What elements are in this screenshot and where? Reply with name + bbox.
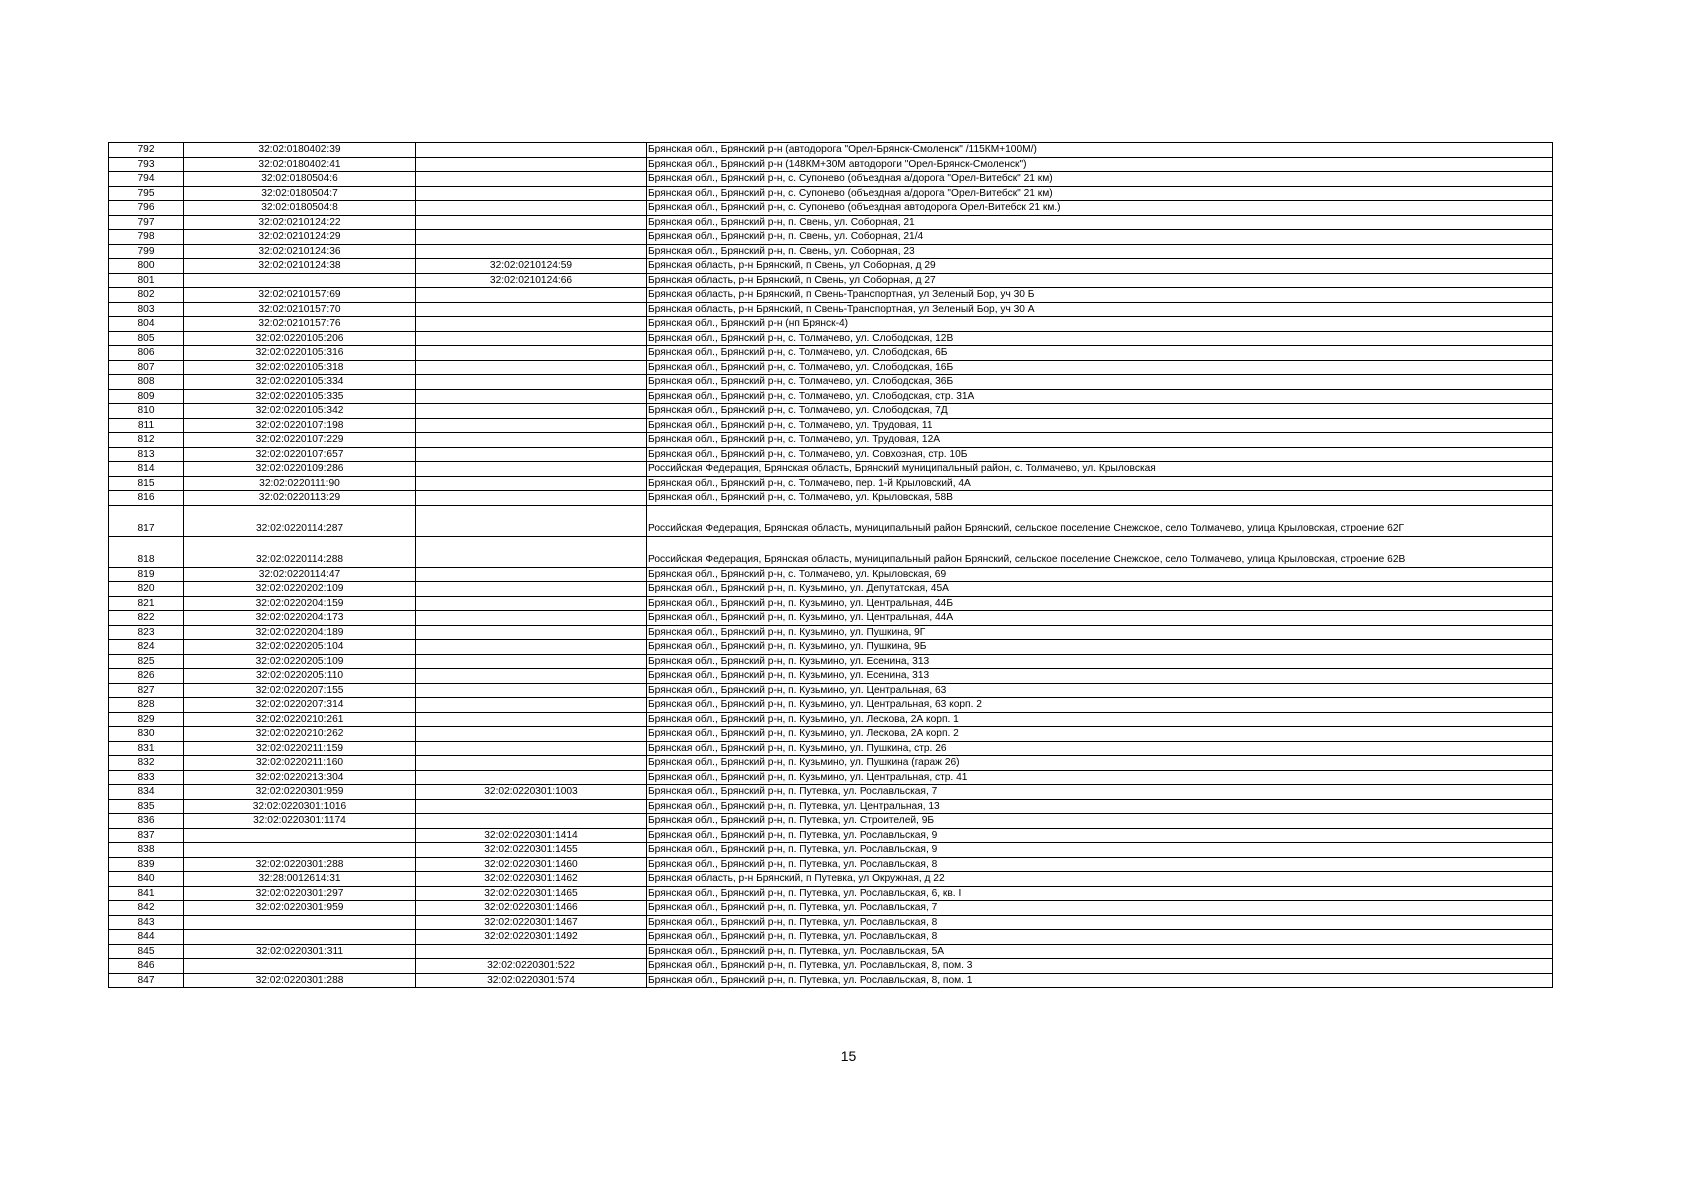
cadastral-number-cell: 32:02:0220105:316 — [184, 346, 416, 361]
cadastral-number-cell: 32:02:0210124:29 — [184, 230, 416, 245]
related-cadastral-number-cell — [416, 404, 647, 419]
related-cadastral-number-cell — [416, 625, 647, 640]
related-cadastral-number-cell — [416, 302, 647, 317]
table-row — [109, 505, 1553, 536]
address-cell: Российская Федерация, Брянская область, муниципальный район Брянский, сельское поселение Снежское, село Толмачево, улица Крыловская, строение 62В — [647, 536, 1553, 567]
address-cell: Брянская обл., Брянский р-н, п. Путевка, ул. Рославльская, 8, пом. 1 — [647, 973, 1553, 988]
cadastral-number-cell: 32:02:0220105:318 — [184, 360, 416, 375]
related-cadastral-number-cell — [416, 799, 647, 814]
cadastral-number-cell — [184, 915, 416, 930]
table-row — [109, 215, 1553, 230]
address-cell: Брянская обл., Брянский р-н, с. Супонево (объездная а/дорога "Орел-Витебск" 21 км) — [647, 186, 1553, 201]
cadastral-number-cell — [184, 273, 416, 288]
table-row — [109, 698, 1553, 713]
address-cell: Брянская обл., Брянский р-н, п. Путевка, ул. Рославльская, 8, пом. 3 — [647, 959, 1553, 974]
address-cell: Брянская обл., Брянский р-н, п. Путевка, ул. Рославльская, 8 — [647, 930, 1553, 945]
address-cell: Брянская область, р-н Брянский, п Путевка, ул Окружная, д 22 — [647, 872, 1553, 887]
address-cell: Брянская обл., Брянский р-н, п. Кузьмино, ул. Центральная, стр. 41 — [647, 770, 1553, 785]
cadastral-number-cell: 32:28:0012614:31 — [184, 872, 416, 887]
related-cadastral-number-cell — [416, 331, 647, 346]
related-cadastral-number-cell — [416, 491, 647, 506]
related-cadastral-number-cell: 32:02:0220301:1467 — [416, 915, 647, 930]
row-number-cell: 840 — [109, 872, 184, 887]
cadastral-number-cell: 32:02:0220114:288 — [184, 536, 416, 567]
address-cell: Брянская обл., Брянский р-н, п. Свень, ул. Соборная, 23 — [647, 244, 1553, 259]
table-row — [109, 596, 1553, 611]
related-cadastral-number-cell — [416, 288, 647, 303]
table-row — [109, 447, 1553, 462]
row-number-cell: 798 — [109, 230, 184, 245]
address-cell: Брянская обл., Брянский р-н, с. Толмачево, ул. Слободская, 36Б — [647, 375, 1553, 390]
row-number-cell: 799 — [109, 244, 184, 259]
row-number-cell: 843 — [109, 915, 184, 930]
address-cell: Брянская обл., Брянский р-н, п. Кузьмино, ул. Пушкина, 9Б — [647, 640, 1553, 655]
row-number-cell: 809 — [109, 389, 184, 404]
cadastral-number-cell: 32:02:0220204:189 — [184, 625, 416, 640]
address-cell: Брянская обл., Брянский р-н, п. Кузьмино, ул. Центральная, 63 корп. 2 — [647, 698, 1553, 713]
address-cell: Брянская область, р-н Брянский, п Свень, ул Соборная, д 27 — [647, 273, 1553, 288]
table-row — [109, 785, 1553, 800]
cadastral-number-cell: 32:02:0180504:6 — [184, 172, 416, 187]
table-row — [109, 317, 1553, 332]
related-cadastral-number-cell — [416, 770, 647, 785]
address-cell: Брянская обл., Брянский р-н, с. Толмачево, ул. Слободская, стр. 31А — [647, 389, 1553, 404]
address-cell: Брянская обл., Брянский р-н, п. Путевка, ул. Центральная, 13 — [647, 799, 1553, 814]
cadastral-number-cell: 32:02:0220204:173 — [184, 611, 416, 626]
cadastral-number-cell — [184, 843, 416, 858]
table-row — [109, 567, 1553, 582]
row-number-cell: 795 — [109, 186, 184, 201]
cadastral-number-cell: 32:02:0180504:8 — [184, 201, 416, 216]
table-row — [109, 433, 1553, 448]
cadastral-number-cell: 32:02:0220105:206 — [184, 331, 416, 346]
table-row — [109, 230, 1553, 245]
cadastral-number-cell: 32:02:0220107:198 — [184, 418, 416, 433]
cadastral-number-cell: 32:02:0220113:29 — [184, 491, 416, 506]
cadastral-number-cell: 32:02:0220301:288 — [184, 857, 416, 872]
row-number-cell: 830 — [109, 727, 184, 742]
table-row — [109, 259, 1553, 274]
cadastral-number-cell: 32:02:0220205:109 — [184, 654, 416, 669]
table-row — [109, 944, 1553, 959]
cadastral-number-cell: 32:02:0220207:314 — [184, 698, 416, 713]
related-cadastral-number-cell — [416, 814, 647, 829]
row-number-cell: 836 — [109, 814, 184, 829]
row-number-cell: 827 — [109, 683, 184, 698]
registry-table — [108, 142, 1553, 988]
row-number-cell: 807 — [109, 360, 184, 375]
cadastral-number-cell: 32:02:0180402:41 — [184, 157, 416, 172]
address-cell: Брянская обл., Брянский р-н, с. Толмачево, ул. Слободская, 6Б — [647, 346, 1553, 361]
related-cadastral-number-cell: 32:02:0220301:522 — [416, 959, 647, 974]
cadastral-number-cell: 32:02:0220301:297 — [184, 886, 416, 901]
cadastral-number-cell — [184, 930, 416, 945]
related-cadastral-number-cell — [416, 640, 647, 655]
address-cell: Брянская обл., Брянский р-н, п. Свень, ул. Соборная, 21 — [647, 215, 1553, 230]
table-row — [109, 476, 1553, 491]
related-cadastral-number-cell — [416, 683, 647, 698]
table-row — [109, 157, 1553, 172]
row-number-cell: 845 — [109, 944, 184, 959]
address-cell: Брянская обл., Брянский р-н, п. Путевка, ул. Рославльская, 8 — [647, 915, 1553, 930]
table-row — [109, 973, 1553, 988]
table-row — [109, 872, 1553, 887]
related-cadastral-number-cell — [416, 611, 647, 626]
table-row — [109, 828, 1553, 843]
cadastral-number-cell: 32:02:0220107:229 — [184, 433, 416, 448]
address-cell: Брянская обл., Брянский р-н, п. Кузьмино, ул. Пушкина, 9Г — [647, 625, 1553, 640]
table-row — [109, 346, 1553, 361]
table-row — [109, 843, 1553, 858]
row-number-cell: 834 — [109, 785, 184, 800]
related-cadastral-number-cell: 32:02:0220301:1492 — [416, 930, 647, 945]
table-row — [109, 273, 1553, 288]
related-cadastral-number-cell — [416, 317, 647, 332]
cadastral-number-cell: 32:02:0220207:155 — [184, 683, 416, 698]
address-cell: Брянская обл., Брянский р-н, п. Кузьмино, ул. Есенина, 313 — [647, 669, 1553, 684]
cadastral-number-cell: 32:02:0220109:286 — [184, 462, 416, 477]
related-cadastral-number-cell — [416, 582, 647, 597]
address-cell: Брянская обл., Брянский р-н, п. Свень, ул. Соборная, 21/4 — [647, 230, 1553, 245]
related-cadastral-number-cell: 32:02:0220301:1466 — [416, 901, 647, 916]
cadastral-number-cell: 32:02:0220105:335 — [184, 389, 416, 404]
row-number-cell: 810 — [109, 404, 184, 419]
table-row — [109, 654, 1553, 669]
cadastral-number-cell: 32:02:0220205:104 — [184, 640, 416, 655]
related-cadastral-number-cell — [416, 462, 647, 477]
table-row — [109, 901, 1553, 916]
row-number-cell: 812 — [109, 433, 184, 448]
related-cadastral-number-cell: 32:02:0220301:1003 — [416, 785, 647, 800]
related-cadastral-number-cell — [416, 536, 647, 567]
table-row — [109, 799, 1553, 814]
cadastral-number-cell: 32:02:0220105:334 — [184, 375, 416, 390]
row-number-cell: 803 — [109, 302, 184, 317]
row-number-cell: 793 — [109, 157, 184, 172]
row-number-cell: 816 — [109, 491, 184, 506]
address-cell: Российская Федерация, Брянская область, муниципальный район Брянский, сельское поселение Снежское, село Толмачево, улица Крыловская, строение 62Г — [647, 505, 1553, 536]
cadastral-number-cell: 32:02:0210157:76 — [184, 317, 416, 332]
row-number-cell: 821 — [109, 596, 184, 611]
address-cell: Брянская обл., Брянский р-н, п. Путевка, ул. Рославльская, 9 — [647, 843, 1553, 858]
related-cadastral-number-cell — [416, 505, 647, 536]
address-cell: Брянская обл., Брянский р-н, п. Кузьмино, ул. Центральная, 63 — [647, 683, 1553, 698]
table-row — [109, 186, 1553, 201]
table-row — [109, 302, 1553, 317]
row-number-cell: 797 — [109, 215, 184, 230]
row-number-cell: 825 — [109, 654, 184, 669]
address-cell: Брянская обл., Брянский р-н, п. Кузьмино, ул. Пушкина, стр. 26 — [647, 741, 1553, 756]
related-cadastral-number-cell — [416, 143, 647, 158]
table-row — [109, 640, 1553, 655]
table-row — [109, 491, 1553, 506]
related-cadastral-number-cell — [416, 375, 647, 390]
cadastral-number-cell — [184, 828, 416, 843]
row-number-cell: 835 — [109, 799, 184, 814]
cadastral-number-cell: 32:02:0220210:261 — [184, 712, 416, 727]
table-row — [109, 418, 1553, 433]
table-row — [109, 959, 1553, 974]
table-row — [109, 172, 1553, 187]
related-cadastral-number-cell — [416, 215, 647, 230]
table-row — [109, 611, 1553, 626]
row-number-cell: 806 — [109, 346, 184, 361]
cadastral-number-cell: 32:02:0220205:110 — [184, 669, 416, 684]
row-number-cell: 808 — [109, 375, 184, 390]
cadastral-number-cell: 32:02:0220202:109 — [184, 582, 416, 597]
table-row — [109, 756, 1553, 771]
related-cadastral-number-cell — [416, 230, 647, 245]
address-cell: Брянская обл., Брянский р-н, п. Путевка, ул. Рославльская, 7 — [647, 785, 1553, 800]
related-cadastral-number-cell: 32:02:0220301:1460 — [416, 857, 647, 872]
row-number-cell: 847 — [109, 973, 184, 988]
cadastral-number-cell: 32:02:0220301:311 — [184, 944, 416, 959]
table-row — [109, 930, 1553, 945]
row-number-cell: 837 — [109, 828, 184, 843]
row-number-cell: 814 — [109, 462, 184, 477]
table-row — [109, 712, 1553, 727]
table-row — [109, 886, 1553, 901]
related-cadastral-number-cell — [416, 654, 647, 669]
address-cell: Брянская область, р-н Брянский, п Свень, ул Соборная, д 29 — [647, 259, 1553, 274]
cadastral-number-cell: 32:02:0220301:1174 — [184, 814, 416, 829]
cadastral-number-cell: 32:02:0220213:304 — [184, 770, 416, 785]
related-cadastral-number-cell — [416, 476, 647, 491]
cadastral-number-cell: 32:02:0220204:159 — [184, 596, 416, 611]
row-number-cell: 842 — [109, 901, 184, 916]
table-row — [109, 683, 1553, 698]
related-cadastral-number-cell — [416, 712, 647, 727]
row-number-cell: 824 — [109, 640, 184, 655]
table-row — [109, 360, 1553, 375]
related-cadastral-number-cell: 32:02:0220301:1462 — [416, 872, 647, 887]
address-cell: Брянская обл., Брянский р-н, с. Толмачево, ул. Крыловская, 58В — [647, 491, 1553, 506]
address-cell: Брянская обл., Брянский р-н (автодорога "Орел-Брянск-Смоленск" /115КМ+100М/) — [647, 143, 1553, 158]
address-cell: Брянская обл., Брянский р-н, с. Толмачево, ул. Слободская, 16Б — [647, 360, 1553, 375]
table-row — [109, 462, 1553, 477]
address-cell: Брянская обл., Брянский р-н, п. Путевка, ул. Рославльская, 7 — [647, 901, 1553, 916]
cadastral-number-cell: 32:02:0180402:39 — [184, 143, 416, 158]
related-cadastral-number-cell: 32:02:0220301:574 — [416, 973, 647, 988]
related-cadastral-number-cell — [416, 186, 647, 201]
row-number-cell: 829 — [109, 712, 184, 727]
cadastral-number-cell: 32:02:0210124:22 — [184, 215, 416, 230]
address-cell: Брянская обл., Брянский р-н, с. Толмачево, ул. Трудовая, 11 — [647, 418, 1553, 433]
table-row — [109, 389, 1553, 404]
row-number-cell: 833 — [109, 770, 184, 785]
cadastral-number-cell: 32:02:0210124:38 — [184, 259, 416, 274]
address-cell: Брянская обл., Брянский р-н, п. Кузьмино, ул. Центральная, 44Б — [647, 596, 1553, 611]
row-number-cell: 801 — [109, 273, 184, 288]
related-cadastral-number-cell: 32:02:0210124:59 — [416, 259, 647, 274]
cadastral-number-cell: 32:02:0220301:959 — [184, 901, 416, 916]
cadastral-number-cell: 32:02:0220111:90 — [184, 476, 416, 491]
cadastral-number-cell: 32:02:0220211:160 — [184, 756, 416, 771]
address-cell: Брянская обл., Брянский р-н (нп Брянск-4) — [647, 317, 1553, 332]
row-number-cell: 841 — [109, 886, 184, 901]
related-cadastral-number-cell — [416, 157, 647, 172]
row-number-cell: 818 — [109, 536, 184, 567]
cadastral-number-cell: 32:02:0220301:959 — [184, 785, 416, 800]
row-number-cell: 817 — [109, 505, 184, 536]
row-number-cell: 846 — [109, 959, 184, 974]
cadastral-number-cell: 32:02:0220114:47 — [184, 567, 416, 582]
cadastral-number-cell: 32:02:0210157:69 — [184, 288, 416, 303]
address-cell: Брянская обл., Брянский р-н, с. Толмачево, ул. Трудовая, 12А — [647, 433, 1553, 448]
address-cell: Брянская обл., Брянский р-н, с. Толмачево, ул. Слободская, 12В — [647, 331, 1553, 346]
related-cadastral-number-cell: 32:02:0210124:66 — [416, 273, 647, 288]
row-number-cell: 831 — [109, 741, 184, 756]
table-row — [109, 143, 1553, 158]
page-number: 15 — [840, 1048, 857, 1064]
address-cell: Брянская обл., Брянский р-н (148КМ+30М автодороги "Орел-Брянск-Смоленск") — [647, 157, 1553, 172]
cadastral-number-cell: 32:02:0220107:657 — [184, 447, 416, 462]
address-cell: Российская Федерация, Брянская область, Брянский муниципальный район, с. Толмачево, ул. Крыловская — [647, 462, 1553, 477]
row-number-cell: 804 — [109, 317, 184, 332]
table-row — [109, 857, 1553, 872]
row-number-cell: 844 — [109, 930, 184, 945]
related-cadastral-number-cell — [416, 944, 647, 959]
row-number-cell: 839 — [109, 857, 184, 872]
address-cell: Брянская обл., Брянский р-н, с. Супонево (объездная автодорога Орел-Витебск 21 км.) — [647, 201, 1553, 216]
related-cadastral-number-cell — [416, 698, 647, 713]
address-cell: Брянская обл., Брянский р-н, п. Путевка, ул. Рославльская, 6, кв. I — [647, 886, 1553, 901]
table-row — [109, 582, 1553, 597]
table-row — [109, 288, 1553, 303]
cadastral-number-cell: 32:02:0220301:288 — [184, 973, 416, 988]
cadastral-number-cell: 32:02:0220210:262 — [184, 727, 416, 742]
related-cadastral-number-cell — [416, 433, 647, 448]
address-cell: Брянская обл., Брянский р-н, с. Толмачево, ул. Крыловская, 69 — [647, 567, 1553, 582]
table-row — [109, 375, 1553, 390]
related-cadastral-number-cell — [416, 244, 647, 259]
related-cadastral-number-cell — [416, 669, 647, 684]
row-number-cell: 823 — [109, 625, 184, 640]
row-number-cell: 819 — [109, 567, 184, 582]
related-cadastral-number-cell: 32:02:0220301:1455 — [416, 843, 647, 858]
table-row — [109, 814, 1553, 829]
table-row — [109, 915, 1553, 930]
cadastral-number-cell — [184, 959, 416, 974]
row-number-cell: 813 — [109, 447, 184, 462]
row-number-cell: 796 — [109, 201, 184, 216]
row-number-cell: 800 — [109, 259, 184, 274]
row-number-cell: 794 — [109, 172, 184, 187]
address-cell: Брянская обл., Брянский р-н, с. Толмачево, ул. Слободская, 7Д — [647, 404, 1553, 419]
related-cadastral-number-cell — [416, 596, 647, 611]
address-cell: Брянская обл., Брянский р-н, п. Кузьмино, ул. Лескова, 2А корп. 1 — [647, 712, 1553, 727]
registry-table-body — [109, 143, 1553, 988]
table-row — [109, 727, 1553, 742]
cadastral-number-cell: 32:02:0210124:36 — [184, 244, 416, 259]
related-cadastral-number-cell — [416, 756, 647, 771]
related-cadastral-number-cell — [416, 741, 647, 756]
related-cadastral-number-cell — [416, 346, 647, 361]
table-row — [109, 404, 1553, 419]
table-row — [109, 770, 1553, 785]
related-cadastral-number-cell — [416, 172, 647, 187]
related-cadastral-number-cell — [416, 567, 647, 582]
address-cell: Брянская обл., Брянский р-н, п. Кузьмино, ул. Пушкина (гараж 26) — [647, 756, 1553, 771]
row-number-cell: 826 — [109, 669, 184, 684]
table-row — [109, 669, 1553, 684]
row-number-cell: 802 — [109, 288, 184, 303]
table-row — [109, 201, 1553, 216]
cadastral-number-cell: 32:02:0220105:342 — [184, 404, 416, 419]
address-cell: Брянская обл., Брянский р-н, п. Кузьмино, ул. Центральная, 44А — [647, 611, 1553, 626]
table-row — [109, 331, 1553, 346]
row-number-cell: 820 — [109, 582, 184, 597]
address-cell: Брянская обл., Брянский р-н, п. Путевка, ул. Рославльская, 8 — [647, 857, 1553, 872]
row-number-cell: 815 — [109, 476, 184, 491]
address-cell: Брянская обл., Брянский р-н, с. Супонево (объездная а/дорога "Орел-Витебск" 21 км) — [647, 172, 1553, 187]
related-cadastral-number-cell — [416, 360, 647, 375]
cadastral-number-cell: 32:02:0220301:1016 — [184, 799, 416, 814]
related-cadastral-number-cell — [416, 389, 647, 404]
related-cadastral-number-cell: 32:02:0220301:1465 — [416, 886, 647, 901]
row-number-cell: 811 — [109, 418, 184, 433]
row-number-cell: 838 — [109, 843, 184, 858]
cadastral-number-cell: 32:02:0210157:70 — [184, 302, 416, 317]
related-cadastral-number-cell — [416, 727, 647, 742]
address-cell: Брянская обл., Брянский р-н, п. Путевка, ул. Строителей, 9Б — [647, 814, 1553, 829]
address-cell: Брянская обл., Брянский р-н, п. Кузьмино, ул. Есенина, 313 — [647, 654, 1553, 669]
table-row — [109, 625, 1553, 640]
address-cell: Брянская обл., Брянский р-н, п. Путевка, ул. Рославльская, 5А — [647, 944, 1553, 959]
cadastral-number-cell: 32:02:0220211:159 — [184, 741, 416, 756]
table-row — [109, 536, 1553, 567]
row-number-cell: 792 — [109, 143, 184, 158]
address-cell: Брянская обл., Брянский р-н, п. Кузьмино, ул. Депутатская, 45А — [647, 582, 1553, 597]
address-cell: Брянская обл., Брянский р-н, п. Кузьмино, ул. Лескова, 2А корп. 2 — [647, 727, 1553, 742]
row-number-cell: 832 — [109, 756, 184, 771]
cadastral-number-cell: 32:02:0180504:7 — [184, 186, 416, 201]
related-cadastral-number-cell — [416, 447, 647, 462]
row-number-cell: 822 — [109, 611, 184, 626]
related-cadastral-number-cell — [416, 201, 647, 216]
address-cell: Брянская обл., Брянский р-н, п. Путевка, ул. Рославльская, 9 — [647, 828, 1553, 843]
row-number-cell: 805 — [109, 331, 184, 346]
related-cadastral-number-cell — [416, 418, 647, 433]
related-cadastral-number-cell: 32:02:0220301:1414 — [416, 828, 647, 843]
address-cell: Брянская обл., Брянский р-н, с. Толмачево, ул. Совхозная, стр. 10Б — [647, 447, 1553, 462]
table-row — [109, 741, 1553, 756]
table-row — [109, 244, 1553, 259]
address-cell: Брянская область, р-н Брянский, п Свень-Транспортная, ул Зеленый Бор, уч 30 Б — [647, 288, 1553, 303]
address-cell: Брянская область, р-н Брянский, п Свень-Транспортная, ул Зеленый Бор, уч 30 А — [647, 302, 1553, 317]
row-number-cell: 828 — [109, 698, 184, 713]
address-cell: Брянская обл., Брянский р-н, с. Толмачево, пер. 1-й Крыловский, 4А — [647, 476, 1553, 491]
cadastral-number-cell: 32:02:0220114:287 — [184, 505, 416, 536]
